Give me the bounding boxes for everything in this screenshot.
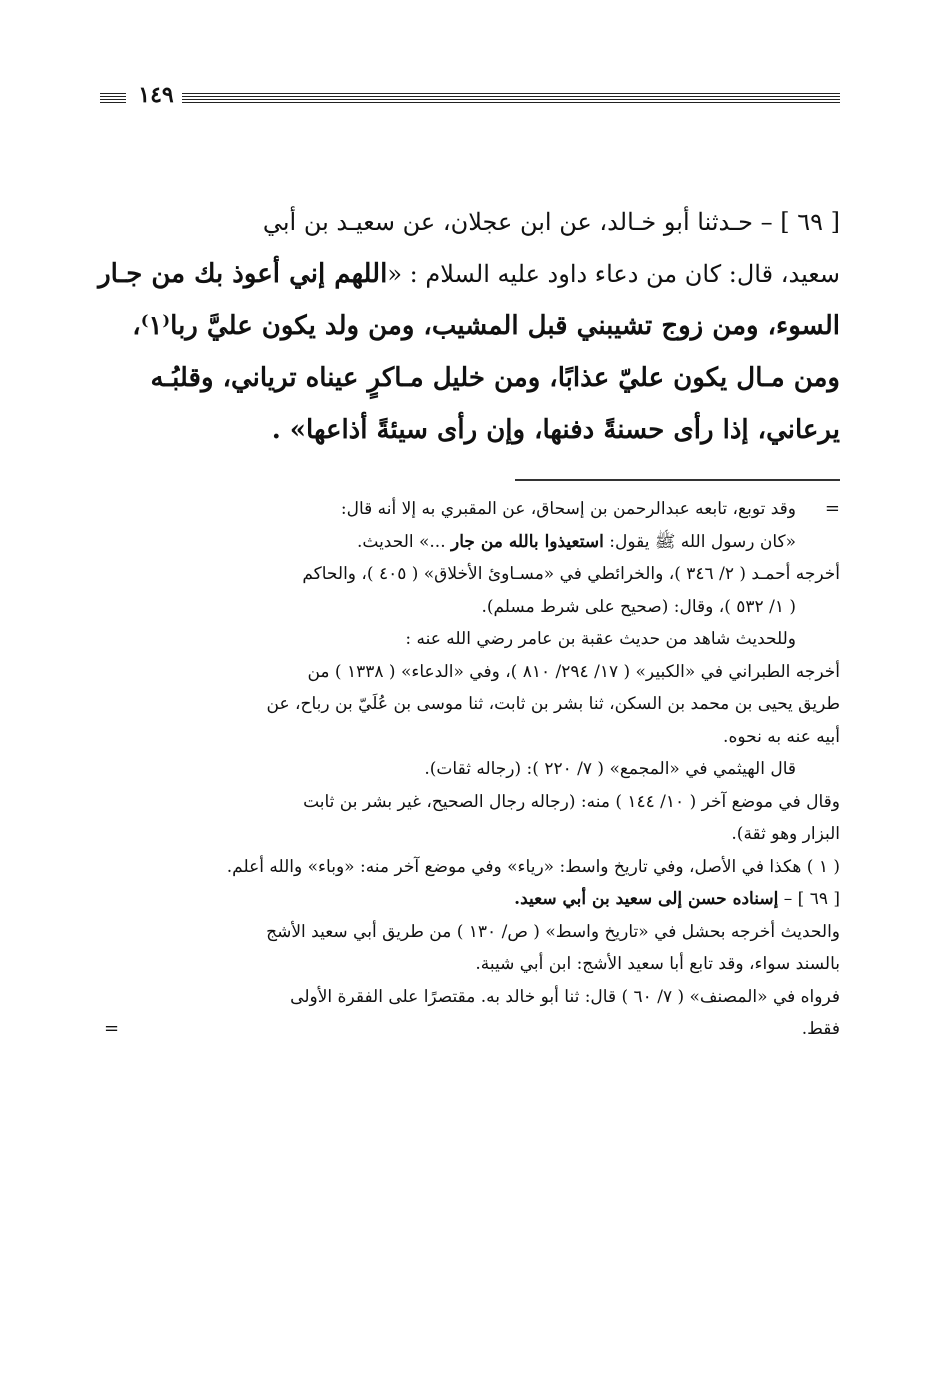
note-line-2-end: ...» الحديث. [356,531,452,552]
page-header [100,82,840,116]
main-line-5: يرعاني، إذا رأى حسنةً دفنها، وإن رأى سيئةً أذاعها» . [271,415,840,445]
note-line-3: أخرجه أحمـد ( ٢/ ٣٤٦ )، والخرائطي في «مسـاوئ الأخلاق» ( ٤٠٥ )، والحاكم [302,564,840,584]
note-line-13 [104,883,840,916]
note-line-2-bold: استعيذوا بالله من جار [451,531,604,552]
main-line-2-bold: اللهم إني أعوذ بك من جـار [98,259,388,289]
note-line-2 [104,526,840,559]
continuation-mark: = [824,498,840,519]
main-line-2 [98,248,840,300]
main-text [98,196,840,456]
note-line-9: قال الهيثمي في «المجمع» ( ٧/ ٢٢٠ ): (رجاله ثقات). [424,759,796,779]
note-line-1-text: وقد توبع، تابعه عبدالرحمن بن إسحاق، عن المقبري به إلا أنه قال: [340,499,796,519]
continuation-mark-end: = [104,1018,120,1039]
note-line-4: ( ١/ ٥٣٢ )، وقال: (صحيح على شرط مسلم). [481,596,796,617]
main-line-3: السوء، ومن زوج تشيبني قبل المشيب، ومن ولد يكون عليَّ ربا⁽١⁾، [132,311,840,341]
footnote-separator [515,479,840,481]
note-line-5: وللحديث شاهد من حديث عقبة بن عامر رضي الله عنه : [405,629,796,649]
header-rule-right [182,93,840,105]
note-line-17-text: فقط. [801,1019,840,1039]
main-line-2-plain: سعيد، قال: كان من دعاء داود عليه السلام : « [387,260,840,288]
note-line-14: والحديث أخرجه بحشل في «تاريخ واسط» ( ص/ ١٣٠ ) من طريق أبي سعيد الأشج [266,921,840,942]
main-line-1: [ ٦٩ ] – حـدثنا أبو خـالد، عن ابن عجلان، عن سعيـد بن أبي [262,208,840,236]
note-line-10: وقال في موضع آخر ( ١٠/ ١٤٤ ) منه: (رجاله رجال الصحيح، غير بشر بن ثابت [303,791,840,812]
note-line-11: البزار وهو ثقة). [731,824,840,844]
note-line-16: فرواه في «المصنف» ( ٧/ ٦٠ ) قال: ثنا أبو خالد به. مقتصرًا على الفقرة الأولى [290,986,840,1007]
header-rule-left [100,93,126,105]
note-line-6: أخرجه الطبراني في «الكبير» ( ١٧/ ٢٩٤/ ٨١٠ )، وفي «الدعاء» ( ١٣٣٨ ) من [307,661,840,682]
note-line-13-bold: إسناده حسن إلى سعيد بن أبي سعيد. [514,889,779,909]
note-line-7: طريق يحيى بن محمد بن السكن، ثنا بشر بن ثابت، ثنا موسى بن عُلَيّ بن رباح، عن [266,694,840,714]
note-line-8: أبيه عنه به نحوه. [723,726,840,747]
footnote-1: ( ١ ) هكذا في الأصل، وفي تاريخ واسط: «رياء» وفي موضع آخر منه: «وباء» والله أعلم. [226,856,840,877]
page-number: ١٤٩ [138,82,174,108]
note-line-13-plain: [ ٦٩ ] – [778,889,840,909]
note-line-2-plain: «كان رسول الله ﷺ يقول: [603,531,796,552]
footnotes [104,493,840,1046]
note-line-17 [104,1013,840,1046]
note-line-15: بالسند سواء، وقد تابع أبا سعيد الأشج: ابن أبي شيبة. [475,954,840,974]
main-line-4: ومن مـال يكون عليّ عذابًا، ومن خليل مـاكرٍ عيناه ترياني، وقلبُـه [150,363,840,393]
note-line-1 [104,493,840,526]
